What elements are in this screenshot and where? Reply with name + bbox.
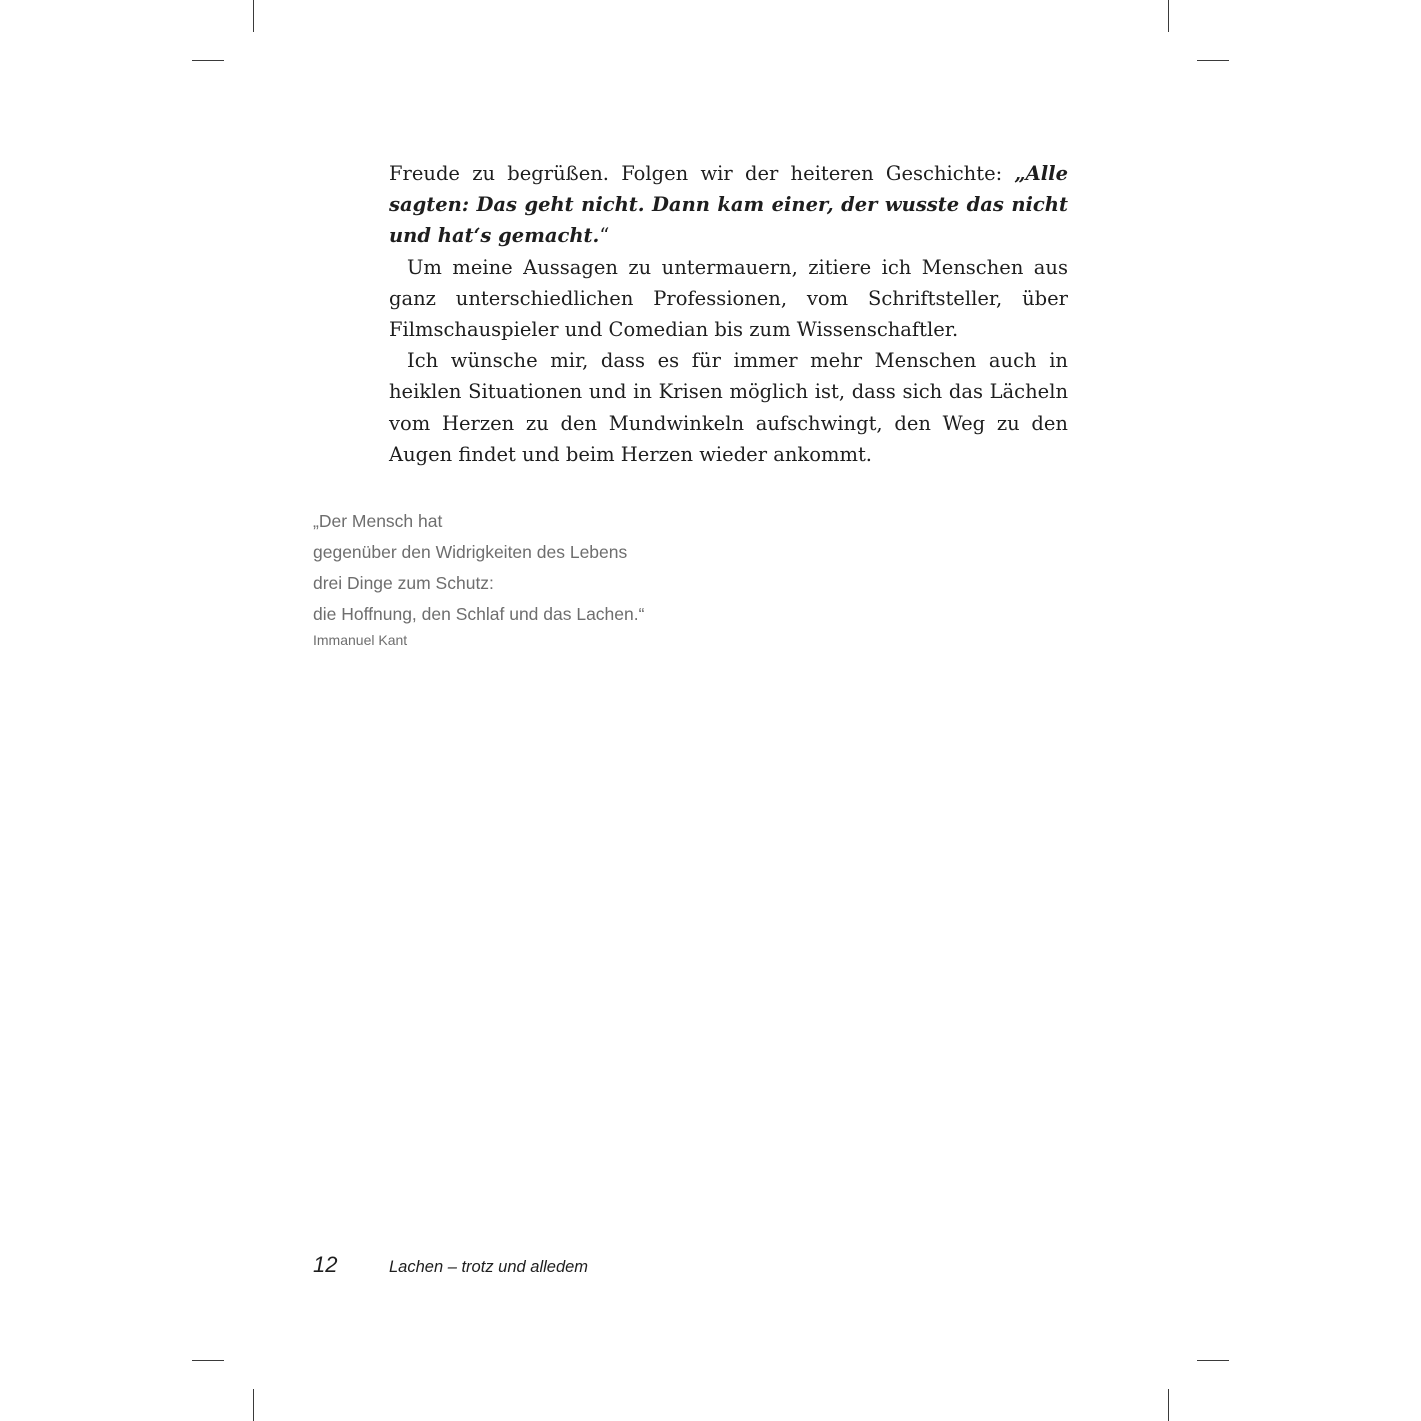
paragraph-3: Ich wünsche mir, dass es für immer mehr Menschen auch in heiklen Situationen und in Krisen möglich ist, dass sich das Lächeln vom Herzen zu den Mundwinkeln aufschwingt, den Weg zu den Augen findet und beim Herzen wieder ankommt.	[389, 349, 1068, 466]
crop-mark-top-left	[253, 0, 254, 32]
crop-mark-left-top	[192, 60, 224, 61]
epigraph-quote	[313, 506, 833, 652]
closing-quote-mark: “	[599, 224, 610, 248]
quote-author: Immanuel Kant	[313, 632, 408, 648]
paragraph-1	[389, 158, 1068, 252]
crop-mark-right-top	[1197, 60, 1229, 61]
page-number: 12	[313, 1252, 338, 1277]
running-title: Lachen – trotz und alledem	[389, 1258, 589, 1276]
quote-line: gegenüber den Widrigkeiten des Lebens	[313, 542, 628, 562]
crop-mark-bottom-left	[253, 1389, 254, 1421]
quote-line: die Hoffnung, den Schlaf und das Lachen.“	[313, 604, 645, 624]
paragraph-2: Um meine Aussagen zu untermauern, zitiere ich Menschen aus ganz unterschiedlichen Professionen, vom Schriftsteller, über Filmschauspieler und Comedian bis zum Wissenschaftler.	[389, 255, 1068, 342]
paragraph-1-intro: Freude zu begrüßen. Folgen wir der heiteren Geschichte:	[389, 162, 1015, 185]
crop-mark-left-bottom	[192, 1360, 224, 1361]
crop-mark-bottom-right	[1168, 1389, 1169, 1421]
quote-line: drei Dinge zum Schutz:	[313, 573, 494, 593]
crop-mark-top-right	[1168, 0, 1169, 32]
crop-mark-right-bottom	[1197, 1360, 1229, 1361]
highlighted-quote: „Alle sagten: Das geht nicht. Dann kam einer, der wusste das nicht und hat‘s gemacht.	[389, 162, 1068, 248]
body-text	[389, 158, 1068, 470]
quote-line: „Der Mensch hat	[313, 511, 443, 531]
